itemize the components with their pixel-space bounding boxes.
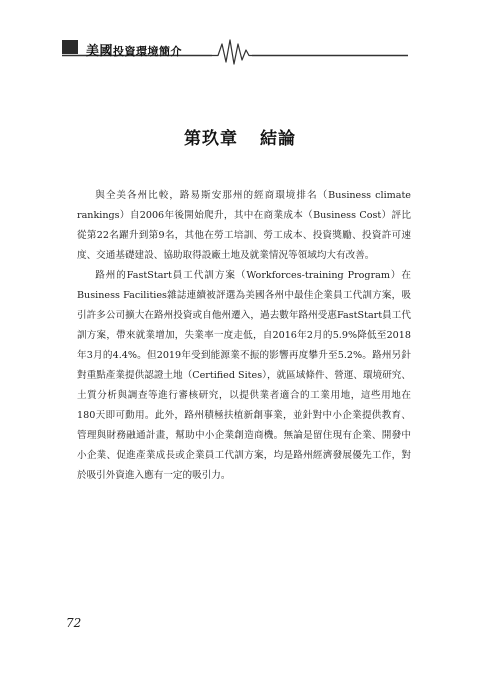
section-label-small: 投資環境簡介 — [113, 45, 183, 58]
chapter-heading — [0, 124, 480, 149]
running-header — [0, 0, 480, 80]
paragraph: 路州的FastStart員工代訓方案（Workforces-training Program）在Business Facilities雜誌連續被評選為美國各州中最佳企業員工代訓方案，吸引許多公司擴大在路州投資或自他州遷入，過去數年路州受惠FastStart員工代訓方案，帶來就業增加，失業率一度走低，自2016年2月的5.9%降低至2018年3月的4.4%。但2019年受到能源業不振的影響再度攀升至5.2%。路州另針對重點產業提供認證土地（Certified Sites），就區域條件、營運、環境研究、土質分析與調查等進行審核研究，以提供業者適合的工業用地，這些用地在180天即可動用。此外，路州積極扶植新創事業，並針對中小企業提供教育、管理與財務融通計畫，幫助中小企業創造商機。無論是留住現有企業、開發中小企業、促進產業成長或企業員工代訓方案，均是路州經濟發展優先工作，對於吸引外資進入應有一定的吸引力。 — [77, 270, 411, 481]
header-rule-graphic — [0, 0, 480, 80]
body-text — [77, 186, 411, 486]
header-dark-block — [62, 40, 78, 54]
page-number: 72 — [66, 616, 82, 630]
chapter-number: 第玖章 — [184, 129, 238, 149]
heartbeat-line-graphic — [212, 40, 252, 64]
chapter-title: 結論 — [260, 129, 296, 149]
section-label-big: 美國 — [86, 44, 114, 59]
paragraph: 與全美各州比較，路易斯安那州的經商環境排名（Business climate rankings）自2006年後開始爬升，其中在商業成本（Business Cost）評比從第22名躍升到第9名，其他在勞工培訓、勞工成本、投資獎勵、投資許可速度、交通基礎建設、協助取得設廠土地及就業情況等領域均大有改善。 — [77, 190, 411, 261]
section-label — [86, 40, 182, 59]
